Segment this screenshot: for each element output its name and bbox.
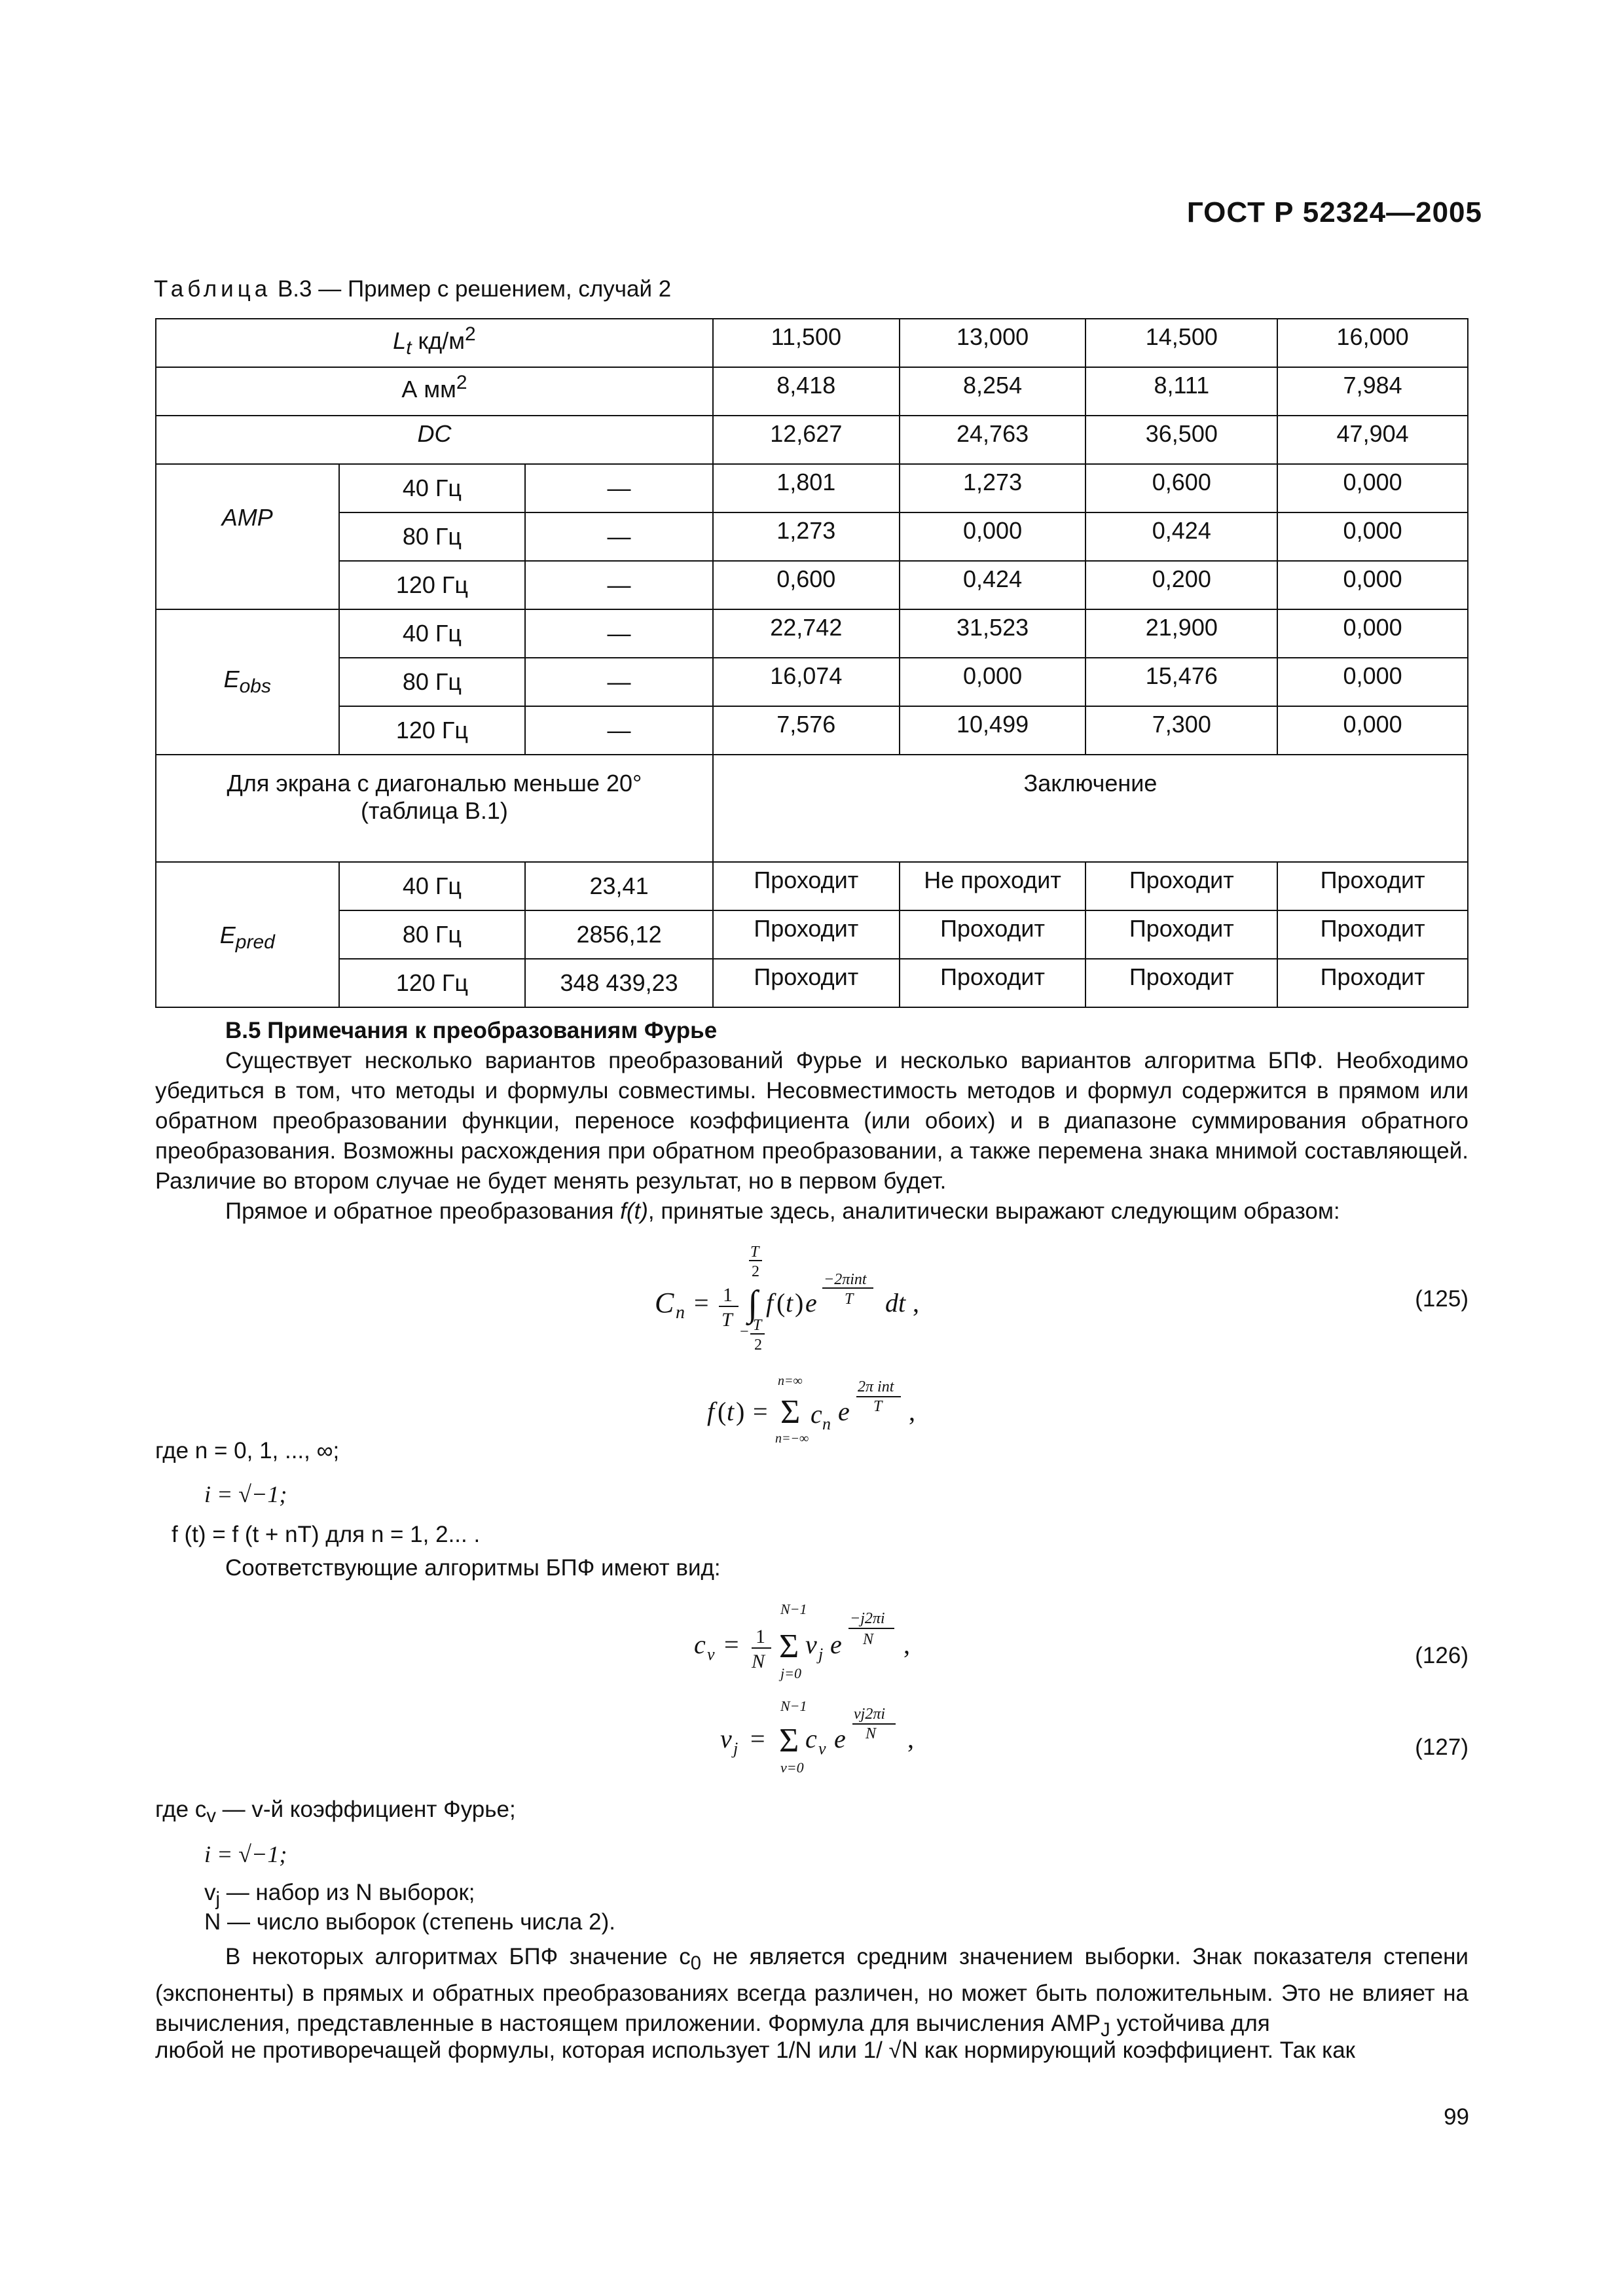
section-title: В.5 Примечания к преобразованиям Фурье bbox=[225, 1018, 718, 1043]
svg-text:v: v bbox=[720, 1724, 732, 1753]
table-row bbox=[156, 512, 1468, 561]
table-cell: 80 Гц bbox=[339, 658, 526, 706]
svg-text:t: t bbox=[786, 1288, 793, 1318]
table-cell: — bbox=[525, 609, 713, 658]
svg-text:j: j bbox=[818, 1645, 824, 1664]
table-cell: Проходит bbox=[1277, 910, 1468, 959]
table-cell: 0,000 bbox=[1277, 706, 1468, 755]
table-cell: 0,000 bbox=[1277, 464, 1468, 512]
svg-text:Σ: Σ bbox=[780, 1393, 801, 1431]
table-cell: 0,000 bbox=[1277, 512, 1468, 561]
table-cell: 80 Гц bbox=[339, 512, 526, 561]
svg-text:=: = bbox=[694, 1288, 709, 1318]
svg-text:v: v bbox=[818, 1739, 826, 1758]
svg-text:1: 1 bbox=[723, 1284, 733, 1306]
table-cell: 40 Гц bbox=[339, 862, 526, 910]
document-header: ГОСТ Р 52324—2005 bbox=[1186, 196, 1482, 228]
svg-text:∫: ∫ bbox=[748, 1283, 758, 1324]
table-cell: 120 Гц bbox=[339, 959, 526, 1007]
section-block bbox=[155, 1016, 1468, 1227]
table-cell: 10,499 bbox=[900, 706, 1086, 755]
equation-127-graphic bbox=[714, 1695, 930, 1780]
svg-text:2: 2 bbox=[754, 1336, 762, 1354]
svg-text:t: t bbox=[727, 1397, 735, 1426]
svg-text:c: c bbox=[805, 1724, 817, 1753]
svg-text:): ) bbox=[795, 1288, 804, 1318]
table-row bbox=[156, 367, 1468, 416]
table-cell: 0,000 bbox=[900, 512, 1086, 561]
where-periodic: f (t) = f (t + nT) для n = 1, 2... . bbox=[172, 1522, 481, 1547]
table-cell: 15,476 bbox=[1085, 658, 1277, 706]
table-cell: 0,000 bbox=[1277, 658, 1468, 706]
svg-text:n=∞: n=∞ bbox=[778, 1374, 803, 1388]
equation-number: (127) bbox=[1415, 1734, 1468, 1760]
table-cell: 80 Гц bbox=[339, 910, 526, 959]
svg-text:,: , bbox=[907, 1724, 914, 1753]
equation-number: (126) bbox=[1415, 1643, 1468, 1668]
table-cell: 0,000 bbox=[1277, 561, 1468, 609]
svg-text:C: C bbox=[655, 1287, 674, 1319]
table-cell: 40 Гц bbox=[339, 609, 526, 658]
table-cell: 120 Гц bbox=[339, 561, 526, 609]
svg-text:Σ: Σ bbox=[779, 1722, 799, 1759]
table-cell: Проходит bbox=[713, 910, 900, 959]
table-cell: 0,424 bbox=[1085, 512, 1277, 561]
where-coefficient: где $c_v$ — v-й коэффициент Фурье; bbox=[155, 1797, 516, 1827]
svg-text:,: , bbox=[909, 1397, 915, 1426]
svg-text:N−1: N−1 bbox=[780, 1698, 807, 1714]
svg-text:e: e bbox=[805, 1288, 817, 1318]
equation-125 bbox=[648, 1244, 949, 1355]
svg-text:dt: dt bbox=[885, 1288, 906, 1318]
paragraph-block bbox=[155, 1942, 1468, 2045]
where-samples: $v_j$ — набор из N выборок; bbox=[204, 1880, 475, 1910]
table-row bbox=[156, 464, 1468, 512]
table-row bbox=[156, 561, 1468, 609]
eobs-label: $E_{obs}$ bbox=[156, 609, 339, 755]
table-cell: Проходит bbox=[1085, 959, 1277, 1007]
paragraph: любой не противоречащей формулы, которая использует 1/N или 1/ √N как нормирующий коэффициент. Так как bbox=[155, 2037, 1355, 2063]
svg-text:N: N bbox=[866, 1725, 877, 1742]
table-cell: 0,600 bbox=[713, 561, 900, 609]
table-cell: — bbox=[525, 561, 713, 609]
table-cell: 47,904 bbox=[1277, 416, 1468, 464]
page-number: 99 bbox=[1444, 2104, 1469, 2130]
table-cell: 7,576 bbox=[713, 706, 900, 755]
svg-text:c: c bbox=[811, 1399, 822, 1429]
svg-text:=: = bbox=[753, 1397, 768, 1426]
table-cell: 0,000 bbox=[1277, 609, 1468, 658]
svg-text:e: e bbox=[838, 1397, 850, 1426]
table-cell: 40 Гц bbox=[339, 464, 526, 512]
table-cell: 8,418 bbox=[713, 367, 900, 416]
table-cell: Проходит bbox=[1085, 862, 1277, 910]
table-row bbox=[156, 706, 1468, 755]
svg-text:vj2πi: vj2πi bbox=[854, 1706, 886, 1723]
table-row bbox=[156, 959, 1468, 1007]
table-cell: 0,000 bbox=[900, 658, 1086, 706]
table-cell: 7,300 bbox=[1085, 706, 1277, 755]
svg-text:T: T bbox=[753, 1317, 762, 1334]
svg-text:f: f bbox=[707, 1397, 715, 1426]
table-row bbox=[156, 319, 1468, 367]
svg-text:e: e bbox=[834, 1724, 846, 1753]
table-cell: — bbox=[525, 706, 713, 755]
table-cell: 1,273 bbox=[900, 464, 1086, 512]
paragraph: В некоторых алгоритмах БПФ значение $c_0$ не является средним значением выборки. Знак показателя степени (экспоненты) в прямых и обратных преобразованиях всегда различен, но может быть положительным. Это не влияет на вычисления, представленные в настоящем приложении. Формула для вычисления $AMP_J$ устойчива для bbox=[155, 1944, 1468, 2041]
where-i: i = √−1; bbox=[204, 1481, 287, 1507]
svg-text:,: , bbox=[913, 1288, 919, 1318]
equation-126 bbox=[687, 1597, 923, 1689]
table-cell: 1,801 bbox=[713, 464, 900, 512]
svg-text:f: f bbox=[766, 1288, 774, 1318]
table-cell: — bbox=[525, 512, 713, 561]
table-cell: Проходит bbox=[900, 910, 1086, 959]
svg-text:2π int: 2π int bbox=[858, 1378, 894, 1395]
svg-text:N−1: N−1 bbox=[780, 1601, 807, 1617]
table-cell: 23,41 bbox=[525, 862, 713, 910]
table-cell: — bbox=[525, 464, 713, 512]
epred-label: $E_{pred}$ bbox=[156, 862, 339, 1007]
svg-text:−: − bbox=[740, 1323, 749, 1340]
area-label: А $мм^2$ bbox=[156, 367, 713, 416]
svg-text:T: T bbox=[721, 1309, 733, 1331]
equation-number: (125) bbox=[1415, 1286, 1468, 1312]
table-row bbox=[156, 416, 1468, 464]
table-row bbox=[156, 609, 1468, 658]
svg-text:e: e bbox=[830, 1630, 842, 1659]
table-row bbox=[156, 658, 1468, 706]
table-cell: 12,627 bbox=[713, 416, 900, 464]
svg-text:T: T bbox=[750, 1244, 759, 1261]
svg-text:=: = bbox=[724, 1630, 739, 1659]
table-cell: Проходит bbox=[713, 959, 900, 1007]
table-cell: 13,000 bbox=[900, 319, 1086, 367]
table-cell: 16,074 bbox=[713, 658, 900, 706]
table-cell: Не проходит bbox=[900, 862, 1086, 910]
svg-text:,: , bbox=[903, 1630, 910, 1659]
svg-text:N: N bbox=[863, 1631, 874, 1648]
table-cell: 11,500 bbox=[713, 319, 900, 367]
paragraph: Соответствующие алгоритмы БПФ имеют вид: bbox=[225, 1555, 721, 1581]
paragraph: Существует несколько вариантов преобразований Фурье и несколько вариантов алгоритма БПФ. Необходимо убедиться в том, что методы и формулы совместимы. Несовместимость методов и формул содержится в прямом или обратном преобразовании функции, переносе коэффициента (или обоих) и в диапазоне суммирования обратного преобразования. Возможны расхождения при обратном преобразовании, а также перемена знака мнимой составляющей. Различие во втором случае не будет менять результат, но в первом будет. bbox=[155, 1048, 1468, 1194]
equation-127 bbox=[714, 1695, 930, 1780]
svg-text:Σ: Σ bbox=[779, 1628, 799, 1665]
svg-text:(: ( bbox=[718, 1397, 727, 1426]
svg-text:v=0: v=0 bbox=[780, 1759, 804, 1776]
dc-label: DC bbox=[156, 416, 713, 464]
table-cell: 120 Гц bbox=[339, 706, 526, 755]
svg-text:−2πint: −2πint bbox=[824, 1271, 867, 1288]
equation-inverse bbox=[701, 1368, 936, 1453]
equation-inverse-graphic bbox=[701, 1368, 936, 1453]
table-cell: Проходит bbox=[1277, 862, 1468, 910]
svg-text:T: T bbox=[873, 1398, 883, 1415]
table-caption-prefix: Таблица bbox=[154, 276, 272, 302]
table-cell: 21,900 bbox=[1085, 609, 1277, 658]
table-cell: 7,984 bbox=[1277, 367, 1468, 416]
svg-text:j: j bbox=[733, 1739, 739, 1758]
equation-126-graphic bbox=[687, 1597, 923, 1689]
results-table bbox=[155, 318, 1468, 1008]
table-cell: Проходит bbox=[1277, 959, 1468, 1007]
svg-text:): ) bbox=[736, 1397, 745, 1426]
table-cell: 8,111 bbox=[1085, 367, 1277, 416]
table-cell: — bbox=[525, 658, 713, 706]
table-cell: Проходит bbox=[1085, 910, 1277, 959]
svg-text:v: v bbox=[805, 1630, 817, 1659]
table-cell: 1,273 bbox=[713, 512, 900, 561]
table-row bbox=[156, 862, 1468, 910]
luminance-label: $L_t$ $кд/м^2$ bbox=[156, 319, 713, 367]
table-row bbox=[156, 755, 1468, 862]
table-cell: 24,763 bbox=[900, 416, 1086, 464]
svg-text:n=−∞: n=−∞ bbox=[775, 1431, 809, 1446]
paragraph: Прямое и обратное преобразования f(t), принятые здесь, аналитически выражают следующим образом: bbox=[225, 1198, 1340, 1224]
table-caption bbox=[154, 276, 671, 302]
where-n: где n = 0, 1, ..., ∞; bbox=[155, 1438, 340, 1463]
table-cell: 2856,12 bbox=[525, 910, 713, 959]
table-cell: 0,600 bbox=[1085, 464, 1277, 512]
svg-text:1: 1 bbox=[756, 1626, 765, 1647]
svg-text:n: n bbox=[822, 1414, 831, 1433]
svg-text:=: = bbox=[750, 1724, 765, 1753]
svg-text:j=0: j=0 bbox=[780, 1665, 801, 1681]
table-cell: 0,424 bbox=[900, 561, 1086, 609]
table-cell: 22,742 bbox=[713, 609, 900, 658]
where-sample-count: N — число выборок (степень числа 2). bbox=[204, 1909, 615, 1935]
table-row bbox=[156, 910, 1468, 959]
table-cell: Проходит bbox=[713, 862, 900, 910]
table-cell: Проходит bbox=[900, 959, 1086, 1007]
screen-size-header: Для экрана с диагональю меньше 20° (таблица В.1) bbox=[156, 755, 713, 862]
equation-125-graphic bbox=[648, 1244, 949, 1355]
where-i: i = √−1; bbox=[204, 1841, 287, 1867]
svg-text:c: c bbox=[694, 1630, 706, 1659]
conclusion-header: Заключение bbox=[713, 755, 1468, 862]
svg-text:T: T bbox=[845, 1291, 854, 1308]
table-cell: 14,500 bbox=[1085, 319, 1277, 367]
svg-text:N: N bbox=[752, 1651, 765, 1672]
table-cell: 16,000 bbox=[1277, 319, 1468, 367]
table-caption-rest: В.3 — Пример с решением, случай 2 bbox=[271, 276, 672, 302]
svg-text:(: ( bbox=[776, 1288, 786, 1318]
table-cell: 348 439,23 bbox=[525, 959, 713, 1007]
amp-label: AMP bbox=[156, 464, 339, 609]
svg-text:2: 2 bbox=[752, 1263, 759, 1280]
table-cell: 31,523 bbox=[900, 609, 1086, 658]
svg-text:v: v bbox=[707, 1645, 715, 1664]
table-cell: 36,500 bbox=[1085, 416, 1277, 464]
svg-text:−j2πi: −j2πi bbox=[850, 1610, 885, 1627]
table-cell: 0,200 bbox=[1085, 561, 1277, 609]
svg-text:n: n bbox=[676, 1302, 685, 1323]
table-cell: 8,254 bbox=[900, 367, 1086, 416]
